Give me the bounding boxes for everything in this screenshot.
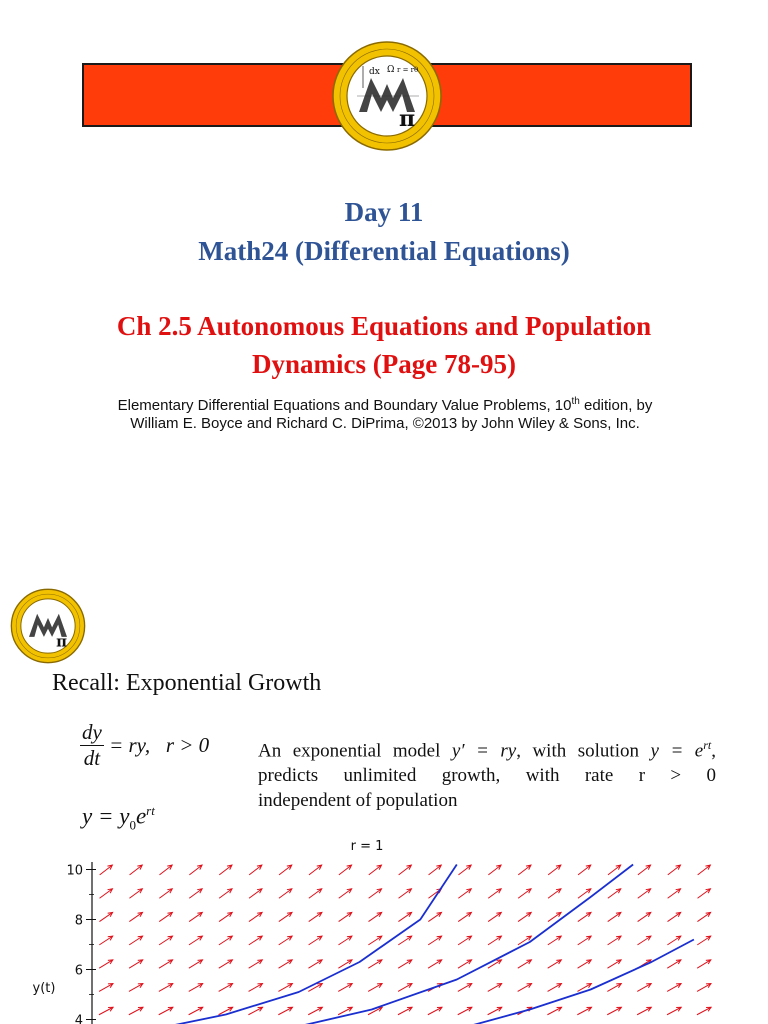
direction-arrow xyxy=(398,936,411,945)
direction-arrow xyxy=(548,984,562,992)
direction-arrow xyxy=(637,936,650,945)
direction-arrow xyxy=(398,984,412,992)
desc-model: y′ = ry xyxy=(451,740,517,762)
direction-arrow xyxy=(608,865,621,875)
direction-arrow xyxy=(578,936,591,945)
desc-sup: rt xyxy=(703,738,712,752)
direction-arrow xyxy=(129,960,143,968)
direction-arrow xyxy=(637,1007,651,1014)
direction-arrow xyxy=(249,984,263,992)
direction-arrow xyxy=(368,984,382,992)
direction-arrow xyxy=(159,984,173,992)
y-tick-label: 8 xyxy=(74,913,83,929)
direction-arrow xyxy=(488,936,501,945)
direction-arrow xyxy=(279,865,292,875)
direction-arrow xyxy=(189,865,202,875)
direction-arrow xyxy=(99,960,113,968)
solution-curves xyxy=(153,865,694,1024)
direction-arrow xyxy=(637,984,651,992)
direction-arrow xyxy=(219,889,232,898)
direction-arrow xyxy=(219,936,232,945)
direction-arrow xyxy=(458,936,471,945)
direction-arrow xyxy=(189,984,203,992)
direction-arrow xyxy=(638,865,651,875)
direction-arrow xyxy=(129,936,142,945)
direction-arrow xyxy=(249,936,262,945)
y-tick-label: 6 xyxy=(74,963,83,979)
course-title: Math24 (Differential Equations) xyxy=(198,236,570,266)
direction-arrow xyxy=(488,984,502,992)
direction-arrow xyxy=(518,912,531,921)
direction-arrow xyxy=(339,865,352,875)
direction-arrow xyxy=(578,960,592,968)
svg-text:π: π xyxy=(56,632,68,651)
direction-arrow xyxy=(458,889,471,898)
direction-arrow xyxy=(697,960,711,968)
direction-arrow xyxy=(458,865,471,875)
direction-arrow xyxy=(368,960,382,968)
direction-arrow xyxy=(518,936,531,945)
direction-arrow xyxy=(697,936,710,945)
chapter-title-line1: Ch 2.5 Autonomous Equations and Population xyxy=(116,311,652,341)
description-line1 xyxy=(258,733,716,763)
direction-arrow xyxy=(279,912,292,921)
direction-arrow xyxy=(607,1007,621,1014)
direction-arrow xyxy=(189,936,202,945)
direction-arrow xyxy=(369,889,382,898)
direction-arrow xyxy=(309,936,322,945)
direction-arrow xyxy=(548,936,561,945)
reference-superscript: th xyxy=(571,396,580,407)
y-tick-label: 4 xyxy=(74,1013,83,1024)
direction-arrow xyxy=(458,912,471,921)
direction-arrow xyxy=(488,865,501,875)
reference-text-a: Elementary Differential Equations and Boundary Value Problems, 10 xyxy=(117,397,572,414)
direction-arrow xyxy=(129,984,143,992)
direction-arrow xyxy=(219,984,233,992)
lecture-day-title: Day 11 xyxy=(344,197,424,227)
dy-dt-fraction xyxy=(80,720,104,771)
direction-arrow xyxy=(668,912,681,921)
direction-arrow xyxy=(249,865,262,875)
direction-arrow xyxy=(578,912,591,921)
direction-arrow xyxy=(338,984,352,992)
direction-arrow xyxy=(279,936,292,945)
direction-arrow xyxy=(428,960,442,968)
direction-arrow xyxy=(369,865,382,875)
svg-text:r = rθ: r = rθ xyxy=(397,66,419,74)
direction-arrow xyxy=(249,912,262,921)
direction-arrow xyxy=(667,960,681,968)
direction-arrow xyxy=(667,936,680,945)
direction-arrow xyxy=(428,936,441,945)
direction-arrow xyxy=(608,912,621,921)
direction-arrow xyxy=(488,889,501,898)
direction-arrow xyxy=(608,936,621,945)
direction-arrow xyxy=(368,936,381,945)
desc-text-a: An exponential model xyxy=(258,740,452,762)
direction-arrow xyxy=(159,1007,173,1014)
direction-arrow xyxy=(399,889,412,898)
direction-field-plot xyxy=(0,832,768,1024)
direction-arrow xyxy=(548,889,561,898)
fraction-denominator: dt xyxy=(83,746,101,770)
direction-arrow xyxy=(278,1007,292,1014)
direction-arrow xyxy=(398,912,411,921)
y-tick-label: 10 xyxy=(66,863,83,879)
direction-arrow xyxy=(99,912,112,921)
desc-text-b: , with solution xyxy=(516,740,651,762)
direction-arrow xyxy=(667,984,681,992)
direction-arrow xyxy=(189,912,202,921)
direction-arrow xyxy=(698,889,711,898)
description-line3: independent of population xyxy=(258,790,458,812)
direction-arrow xyxy=(518,889,531,898)
direction-arrow xyxy=(189,960,203,968)
desc-text-c: , xyxy=(711,740,716,762)
direction-arrow xyxy=(369,912,382,921)
direction-arrow xyxy=(159,889,172,898)
direction-arrow xyxy=(219,960,233,968)
direction-field xyxy=(99,865,711,1024)
direction-arrow xyxy=(638,889,651,898)
svg-text:π: π xyxy=(399,106,416,132)
y-axis-label: y(t) xyxy=(32,981,56,996)
chart-title: r = 1 xyxy=(350,839,384,854)
direction-arrow xyxy=(248,1007,262,1014)
direction-arrow xyxy=(308,960,322,968)
direction-arrow xyxy=(278,984,292,992)
direction-arrow xyxy=(697,1007,711,1014)
direction-arrow xyxy=(309,889,322,898)
direction-arrow xyxy=(607,960,621,968)
direction-arrow xyxy=(129,912,142,921)
direction-arrow xyxy=(159,960,173,968)
direction-arrow xyxy=(130,865,143,875)
fraction-numerator: dy xyxy=(82,720,102,744)
direction-arrow xyxy=(458,984,472,992)
direction-arrow xyxy=(488,960,502,968)
direction-arrow xyxy=(428,912,441,921)
direction-arrow xyxy=(99,936,112,945)
department-seal-logo xyxy=(331,40,443,152)
section-heading: Recall: Exponential Growth xyxy=(52,670,322,696)
direction-arrow xyxy=(547,1007,561,1014)
direction-arrow xyxy=(99,1007,113,1014)
solution-exp-base: e xyxy=(135,803,147,829)
desc-solution: y = e xyxy=(650,740,704,762)
direction-arrow xyxy=(668,865,681,875)
direction-arrow xyxy=(129,1007,143,1014)
direction-arrow xyxy=(279,960,293,968)
direction-arrow xyxy=(339,889,352,898)
direction-arrow xyxy=(339,912,352,921)
direction-arrow xyxy=(578,889,591,898)
direction-arrow xyxy=(518,960,532,968)
solution-subscript: 0 xyxy=(129,817,136,833)
direction-arrow xyxy=(458,1007,472,1014)
direction-arrow xyxy=(100,889,113,898)
equation-rest: = ry, r > 0 xyxy=(103,733,210,757)
direction-arrow xyxy=(249,889,262,898)
reference-text-b: edition, by xyxy=(579,397,653,414)
direction-arrow xyxy=(667,1007,681,1014)
direction-arrow xyxy=(548,960,562,968)
direction-arrow xyxy=(458,960,472,968)
solution-equation xyxy=(82,803,155,833)
direction-arrow xyxy=(518,984,532,992)
direction-arrow xyxy=(608,889,621,898)
direction-arrow xyxy=(399,865,412,875)
direction-arrow xyxy=(698,865,711,875)
direction-arrow xyxy=(219,865,232,875)
direction-arrow xyxy=(518,865,531,875)
solution-lhs: y = y xyxy=(82,803,130,829)
direction-arrow xyxy=(159,936,172,945)
solution-exponent: rt xyxy=(146,803,155,818)
direction-arrow xyxy=(398,960,412,968)
direction-arrow xyxy=(428,1007,442,1014)
direction-arrow xyxy=(279,889,292,898)
direction-arrow xyxy=(129,889,142,898)
direction-arrow xyxy=(100,865,113,875)
direction-arrow xyxy=(249,960,263,968)
direction-arrow xyxy=(338,936,351,945)
textbook-reference-line2: William E. Boyce and Richard C. DiPrima, ©2013 by John Wiley & Sons, Inc. xyxy=(130,415,640,432)
direction-arrow xyxy=(607,984,621,992)
direction-arrow xyxy=(668,889,681,898)
direction-arrow xyxy=(159,912,172,921)
solution-curve xyxy=(457,940,694,1024)
direction-arrow xyxy=(578,865,591,875)
direction-arrow xyxy=(398,1007,412,1014)
direction-arrow xyxy=(189,1007,203,1014)
chapter-title-line2: Dynamics (Page 78-95) xyxy=(252,349,516,379)
direction-arrow xyxy=(577,1007,591,1014)
direction-arrow xyxy=(308,1007,322,1014)
description-line2: predicts unlimited growth, with rate r > 0 xyxy=(258,765,716,787)
differential-equation xyxy=(80,720,209,771)
svg-text:Ω: Ω xyxy=(387,65,395,75)
direction-arrow xyxy=(99,984,113,992)
direction-arrow xyxy=(548,865,561,875)
direction-arrow xyxy=(429,865,442,875)
direction-arrow xyxy=(697,984,711,992)
direction-arrow xyxy=(309,912,322,921)
svg-text:dx: dx xyxy=(369,67,380,77)
y-axis xyxy=(66,862,96,1024)
direction-arrow xyxy=(488,912,501,921)
direction-arrow xyxy=(189,889,202,898)
direction-arrow xyxy=(309,865,322,875)
direction-arrow xyxy=(219,912,232,921)
direction-arrow xyxy=(159,865,172,875)
department-seal-logo-small xyxy=(10,588,86,664)
direction-arrow xyxy=(488,1007,502,1014)
direction-arrow xyxy=(638,912,651,921)
model-description xyxy=(258,733,716,813)
direction-arrow xyxy=(697,912,710,921)
